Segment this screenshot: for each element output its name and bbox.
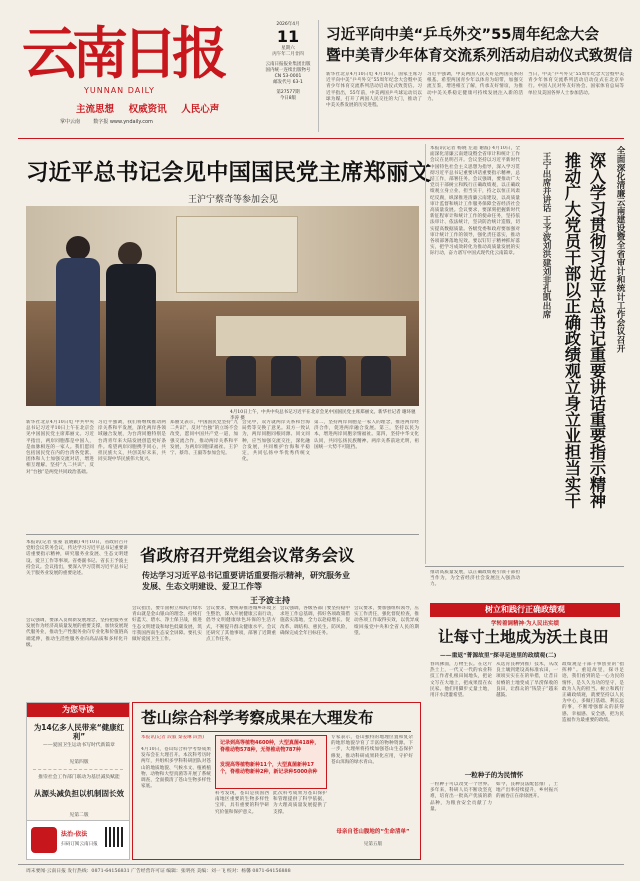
right-banner: 树立和践行正确政绩观 — [430, 603, 620, 617]
qr-code-icon — [105, 827, 125, 847]
date-block — [262, 22, 314, 102]
web-url[interactable]: www.yndaily.com — [109, 119, 153, 125]
date-weekday: 星期六 — [281, 46, 295, 51]
masthead-web-row — [60, 118, 153, 125]
lead-body-col2: 习近平强调，我们将继续推动两岸关系和平发展，深化两岸各领域融合发展，为台湾同胞特别是台湾青年来大陆发展创造更好条件。希望两岸同胞携手同心，共担民族大义，共创美好未来，共同实现中华民族伟大复兴。 — [98, 420, 166, 463]
lead-body-col5: 第二，坚持两岸同胞是一家人的理念，推进两岸经济合作，促进两岸融合发展。第三，坚持以民为本，增进两岸同胞亲情福祉。第四，坚持中华文化认同，共同弘扬民族精神。两岸关系前途光明，祖国统一大势不可阻挡。 — [314, 420, 419, 450]
ad-line2: 扫码订阅云南日报 — [61, 842, 98, 847]
right-body-1: 春风拂面，万物生长。在这片热土上，一代又一代的农业科技工作者扎根田间地头，把论文写在大地上，把成果留在农民家。他们用脚步丈量土地，用汗水浇灌希望。 — [430, 662, 492, 699]
lead-photo-caption: 4月10日上午，中共中央总书记习近平在北京会见中国国民党主席郑丽文。新华社记者 谢环驰 李涛 摄 — [230, 410, 416, 421]
cangshan-note-page: 见第五版 — [363, 842, 383, 847]
guide-item1-sub: ——爱国卫生运动书写时代新篇章 — [43, 743, 115, 748]
council-body-2: 会议指出，要牢固树立和践行绿水青山就是金山银山的理念，持续打好蓝天、碧水、净土保卫战，推进生态文明建设和绿色低碳发展，筑牢我国西南生态安全屏障。要扎实做好爱国卫生工作。 — [132, 606, 202, 643]
cangshan-headline[interactable]: 苍山综合科学考察成果在大理发布 — [141, 709, 374, 727]
cangshan-box — [132, 702, 421, 860]
cangshan-note[interactable]: 母亲自苍山腹地的“生命清单” — [336, 829, 410, 835]
cangshan-stat-1: 记录到高等植物4600种，大型真菌418种，脊椎动物578种，无脊椎动物787种 — [220, 740, 320, 753]
council-body-left: 本报讯(记者 张豪 袁晓颖) 4月10日，省政府召开党组会议常务会议，传达学习习近平总书记重要讲话重要指示精神，研究服务业发展、生态文明建设、爱卫工作等事项。省委副书记、省长王予波主持会议。会议指出，要深入学习贯彻习近平总书记关于服务业发展的重要论述。 — [26, 540, 128, 577]
footer-line: 周末要闻·云南日报 发行热线：0871-64156831 广告经营许可证 编辑：张明亮 美编：刘一飞 校对：杨馨 0871-64156888 — [26, 869, 291, 874]
issue-line-2: 国内统一连续出版物号 — [265, 68, 311, 73]
web-label[interactable]: 数字报 — [93, 119, 109, 125]
council-headline[interactable]: 省政府召开党组会议常务会议 — [140, 546, 355, 565]
date-lunar: 丙午年二月廿四 — [272, 52, 304, 57]
date-month: 2026年4月 — [276, 22, 300, 27]
lead-body-col1: 新华社北京4月10日电 中共中央总书记习近平10日上午在北京会见中国国民党主席郑丽文。习近平指出，两岸同胞都是中国人，是血脉相连的一家人。我们愿同包括国民党在内的台湾各党派、团体和人士加强交流对话，增进相互理解。坚持“九二共识”、反对“台独”是两党共同政治基础。 — [26, 420, 94, 475]
guide-item1-title[interactable]: 为14亿多人民带来“健康红利” — [33, 723, 125, 741]
slogan-2: 权威资讯 — [128, 104, 167, 115]
ad-box[interactable] — [26, 820, 130, 860]
right-headline[interactable]: 让每寸土地成为沃土良田 — [438, 628, 609, 646]
slogan-3: 人民心声 — [181, 104, 220, 115]
feature-kicker: 全面深化清廉云南建设暨全省审计和统计工作会议召开 — [615, 146, 625, 353]
cangshan-byline: 本报讯(记者 段毅 秦姜琳 段然) — [141, 735, 205, 740]
cangshan-body-3: 此次科考成果为苍山保护和管理提供了科学依据，为大理高质量发展提供了支撑。 — [273, 791, 327, 815]
issue-line-4: 邮发代号 63-1 — [273, 80, 303, 85]
cangshan-body-1: 4月10日，苍山综合科学考察成果发布会在大理召开。本次科考历时两年，共组织多学科科研团队对苍山的地质地貌、气候水文、植被植物、动物和大型真菌等开展了系统调查，全面摸清了苍山生物多样性家底。 — [141, 747, 211, 790]
top-headline-line2[interactable]: 暨中美青少年体育交流系列活动启动仪式致贺信 — [326, 47, 633, 64]
cangshan-stat-2: 发现高等植物新种11个，大型真菌新种17个，脊椎动物新种2种，新记录种5000余种 — [220, 762, 318, 775]
page-count: 今日8版 — [279, 96, 297, 101]
council-body-3: 会议要求，要统筹推进城乡环境卫生整治，深入开展健康云南行动，倡导文明健康绿色环保的生活方式，不断提升群众健康水平。会议还研究了其他事项，部署了近期重点工作任务。 — [206, 606, 276, 643]
feature-body-a: 本报讯(记者 杨晓 左超 谢波) 4月10日，全面深化清廉云南建设暨全省审计和统计工作会议在昆明召开。会议坚持以习近平新时代中国特色社会主义思想为指导，深入学习贯彻习近平总书记重要讲话重要指示精神，总结工作，部署任务。会议强调，要推动广大党员干部树立和践行正确政绩观，以正确政绩观立身立业、担当实干，持之以恒正风肃纪反腐，纵深推进清廉云南建设，以高质量审计监督和统计工作服务保障全省经济社会高质量发展。会议要求，要深刻把握新时代新征程审计和统计工作的使命任务，坚持依法审计、依法统计，坚决防治统计造假，切实提高数据质量。各级党委和政府要加强对审计统计工作的领导，强化责任落实，推动各项部署落地见效。要以钉钉子精神抓好落实，把学习成效转化为推动高质量发展的实际行动，奋力谱写中国式现代化云南篇章。 — [430, 146, 520, 257]
top-story-body-2: 习近平强调，中美两国人民友好是两国关系的根基。希望两国青少年以体育为纽带，加强交流互鉴，增进相互了解，传承友好情谊，为推动中美关系稳定健康可持续发展注入新的活力。 — [427, 72, 523, 102]
right-body-2: 从选育良种到推广技术，从改良土壤到建设高标准农田，一项项实实在在的举措，让昔日贫瘠的土地变成了旱涝保收的良田，让群众的“钱袋子”越来越鼓。 — [496, 662, 558, 699]
council-body-1: 会议强调，要深入贯彻新发展理念，坚持把服务业发展作为经济高质量发展的重要支撑，加快发展现代服务业，推动生产性服务业向专业化和价值链高端延伸，推动生活性服务业向高品质和多样化升级。 — [26, 618, 128, 648]
right-sub-banner: 学转着调精神·为人民出实绩 — [490, 621, 560, 627]
council-body-4: 会议强调，各级各部门要坚持稳中求进工作总基调，抓好各项政策措施落实落地，全力以赴稳增长、促改革、调结构、惠民生、防风险，确保完成全年目标任务。 — [280, 606, 350, 636]
cangshan-data-box — [215, 735, 327, 789]
guide-item2-pre: 推崇社会工作部门联动为基层减负赋能 — [38, 775, 120, 780]
feature-headline-1[interactable]: 深入学习贯彻习近平总书记重要讲话重要指示精神 — [587, 152, 606, 509]
issue-line-3: CN 53-0001 — [274, 74, 302, 79]
cangshan-body-4: 专家表示，苍山独特的地理位置和复杂的地形地貌孕育了丰富的物种资源。下一步，大理州将持续加强苍山生态保护修复，推动科研成果转化应用，守护好苍山洱海的绿水青山。 — [331, 735, 413, 765]
right-inner-head: 一粒种子的为民情怀 — [464, 771, 524, 779]
right-body-4: 一粒种子可以改变一个世界。多年来，科研人员不断攻坚克难，培育出一批高产优质的新品种，为粮食安全贡献了力量。 — [430, 782, 492, 812]
guide-item1-page: 见第四版 — [69, 760, 89, 765]
guide-tag: 为您导读 — [27, 703, 129, 717]
slogan-1: 主流思想 — [76, 104, 115, 115]
masthead-title: 云南日报 — [22, 21, 222, 87]
issue-line-1: 云南日报报业集团出版 — [265, 62, 311, 67]
right-body-3: 政绩观是干部干事创业的“指挥棒”。重返故里，探寻足迹，我们看到的是一心为民的情怀，是久久为功的坚守，是敢为人先的担当。树立和践行正确政绩观，就要坚持以人民为中心，多做打基础、利长远的事，不断增强群众的获得感、幸福感、安全感，把为民造福作为最重要的政绩。 — [562, 662, 624, 723]
top-story-body: 新华社北京4月10日电 4月10日，国家主席习近平向中美“乒乓外交”55周年纪念大会暨中美青少年体育交流系列活动启动仪式致贺信。习近平指出，55年前，中美两国乒乓球运动员以球为媒，打开了两国人民交往的大门，推动了中美关系发展的历史进程。 — [326, 72, 422, 109]
lead-headline[interactable]: 习近平总书记会见中国国民党主席郑丽文 — [26, 160, 432, 186]
cangshan-body-2: 科考发现，苍山是我国西南地区重要的生物多样性宝库，具有重要的科学研究价值和保护意义。 — [215, 791, 269, 815]
feature-headline-2[interactable]: 推动广大党员干部以正确政绩观立身立业担当实干 — [562, 152, 581, 509]
masthead-slogans — [76, 101, 219, 115]
guide-item2-title[interactable]: 从源头减负担以机制固长效 — [34, 789, 124, 798]
date-day: 11 — [276, 27, 300, 46]
ad-logo — [31, 827, 57, 853]
feature-sub: 王宁出席并讲话 王予波刘洪建刘非孔凯出席 — [541, 152, 551, 319]
council-sub-1: 传达学习习近平总书记重要讲话重要指示精神，研究服务业 — [142, 570, 350, 580]
app-label: 掌中云南 — [60, 119, 81, 125]
guide-item2-page: 见第二版 — [69, 813, 89, 818]
council-sub-3: 王予波主持 — [250, 595, 290, 605]
feature-body-b — [430, 418, 520, 564]
top-headline-line1[interactable]: 习近平向中美“乒乓外交”55周年纪念大会 — [326, 26, 599, 43]
council-body-5: 会议要求，要加强组织领导，压实工作责任，强化督促检查，推动各项工作取得实效，以优异成绩回报党中央和全省人民的期望。 — [354, 606, 419, 636]
top-story-body-3: 当日，中美“乒乓外交”55周年纪念大会暨中美青少年体育交流系列活动启动仪式在北京举行。中国人民对外友好协会、国家体育总局等单位及美国各界人士参加活动。 — [528, 72, 624, 96]
issue-number: 第27577期 — [276, 90, 300, 95]
council-sub-2: 发展、生态文明建设、爱卫工作等 — [142, 581, 262, 591]
lead-body-col4: 会见中，双方就两岸关系和台海局势等交换了意见。双方一致认为，两岸同胞同根同源、同文同种，应当加强交流交往，深化融合发展，共同维护台海和平稳定，共同弘扬中华优秀传统文化。 — [242, 420, 310, 463]
lead-body-col3: 郑丽文表示，中国国民党坚持“九二共识”、反对“台独”的立场不会改变，愿同中国共产党一道，加强交流合作，推动两岸关系和平发展，为两岸同胞谋福祉。王沪宁、蔡奇、王毅等参加会见。 — [170, 420, 238, 457]
masthead-pinyin: YUNNAN DAILY — [84, 86, 155, 95]
lead-photo — [26, 206, 419, 406]
right-col-story-1: 推动高质量发展，以正确政绩观引领干部担当作为，为全省经济社会发展注入强劲动力。 — [430, 570, 520, 588]
ad-line1: 法治·依法 — [61, 831, 88, 838]
right-body-5: 如今，良种良法配套推广，土地产出率持续提升，乡村振兴的画卷正在徐徐展开。 — [496, 782, 558, 800]
right-sub: ——重返“菁源故里”探寻足迹里的政绩观(二) — [440, 653, 557, 659]
lead-subhead: 王沪宁蔡奇等参加会见 — [188, 195, 279, 205]
